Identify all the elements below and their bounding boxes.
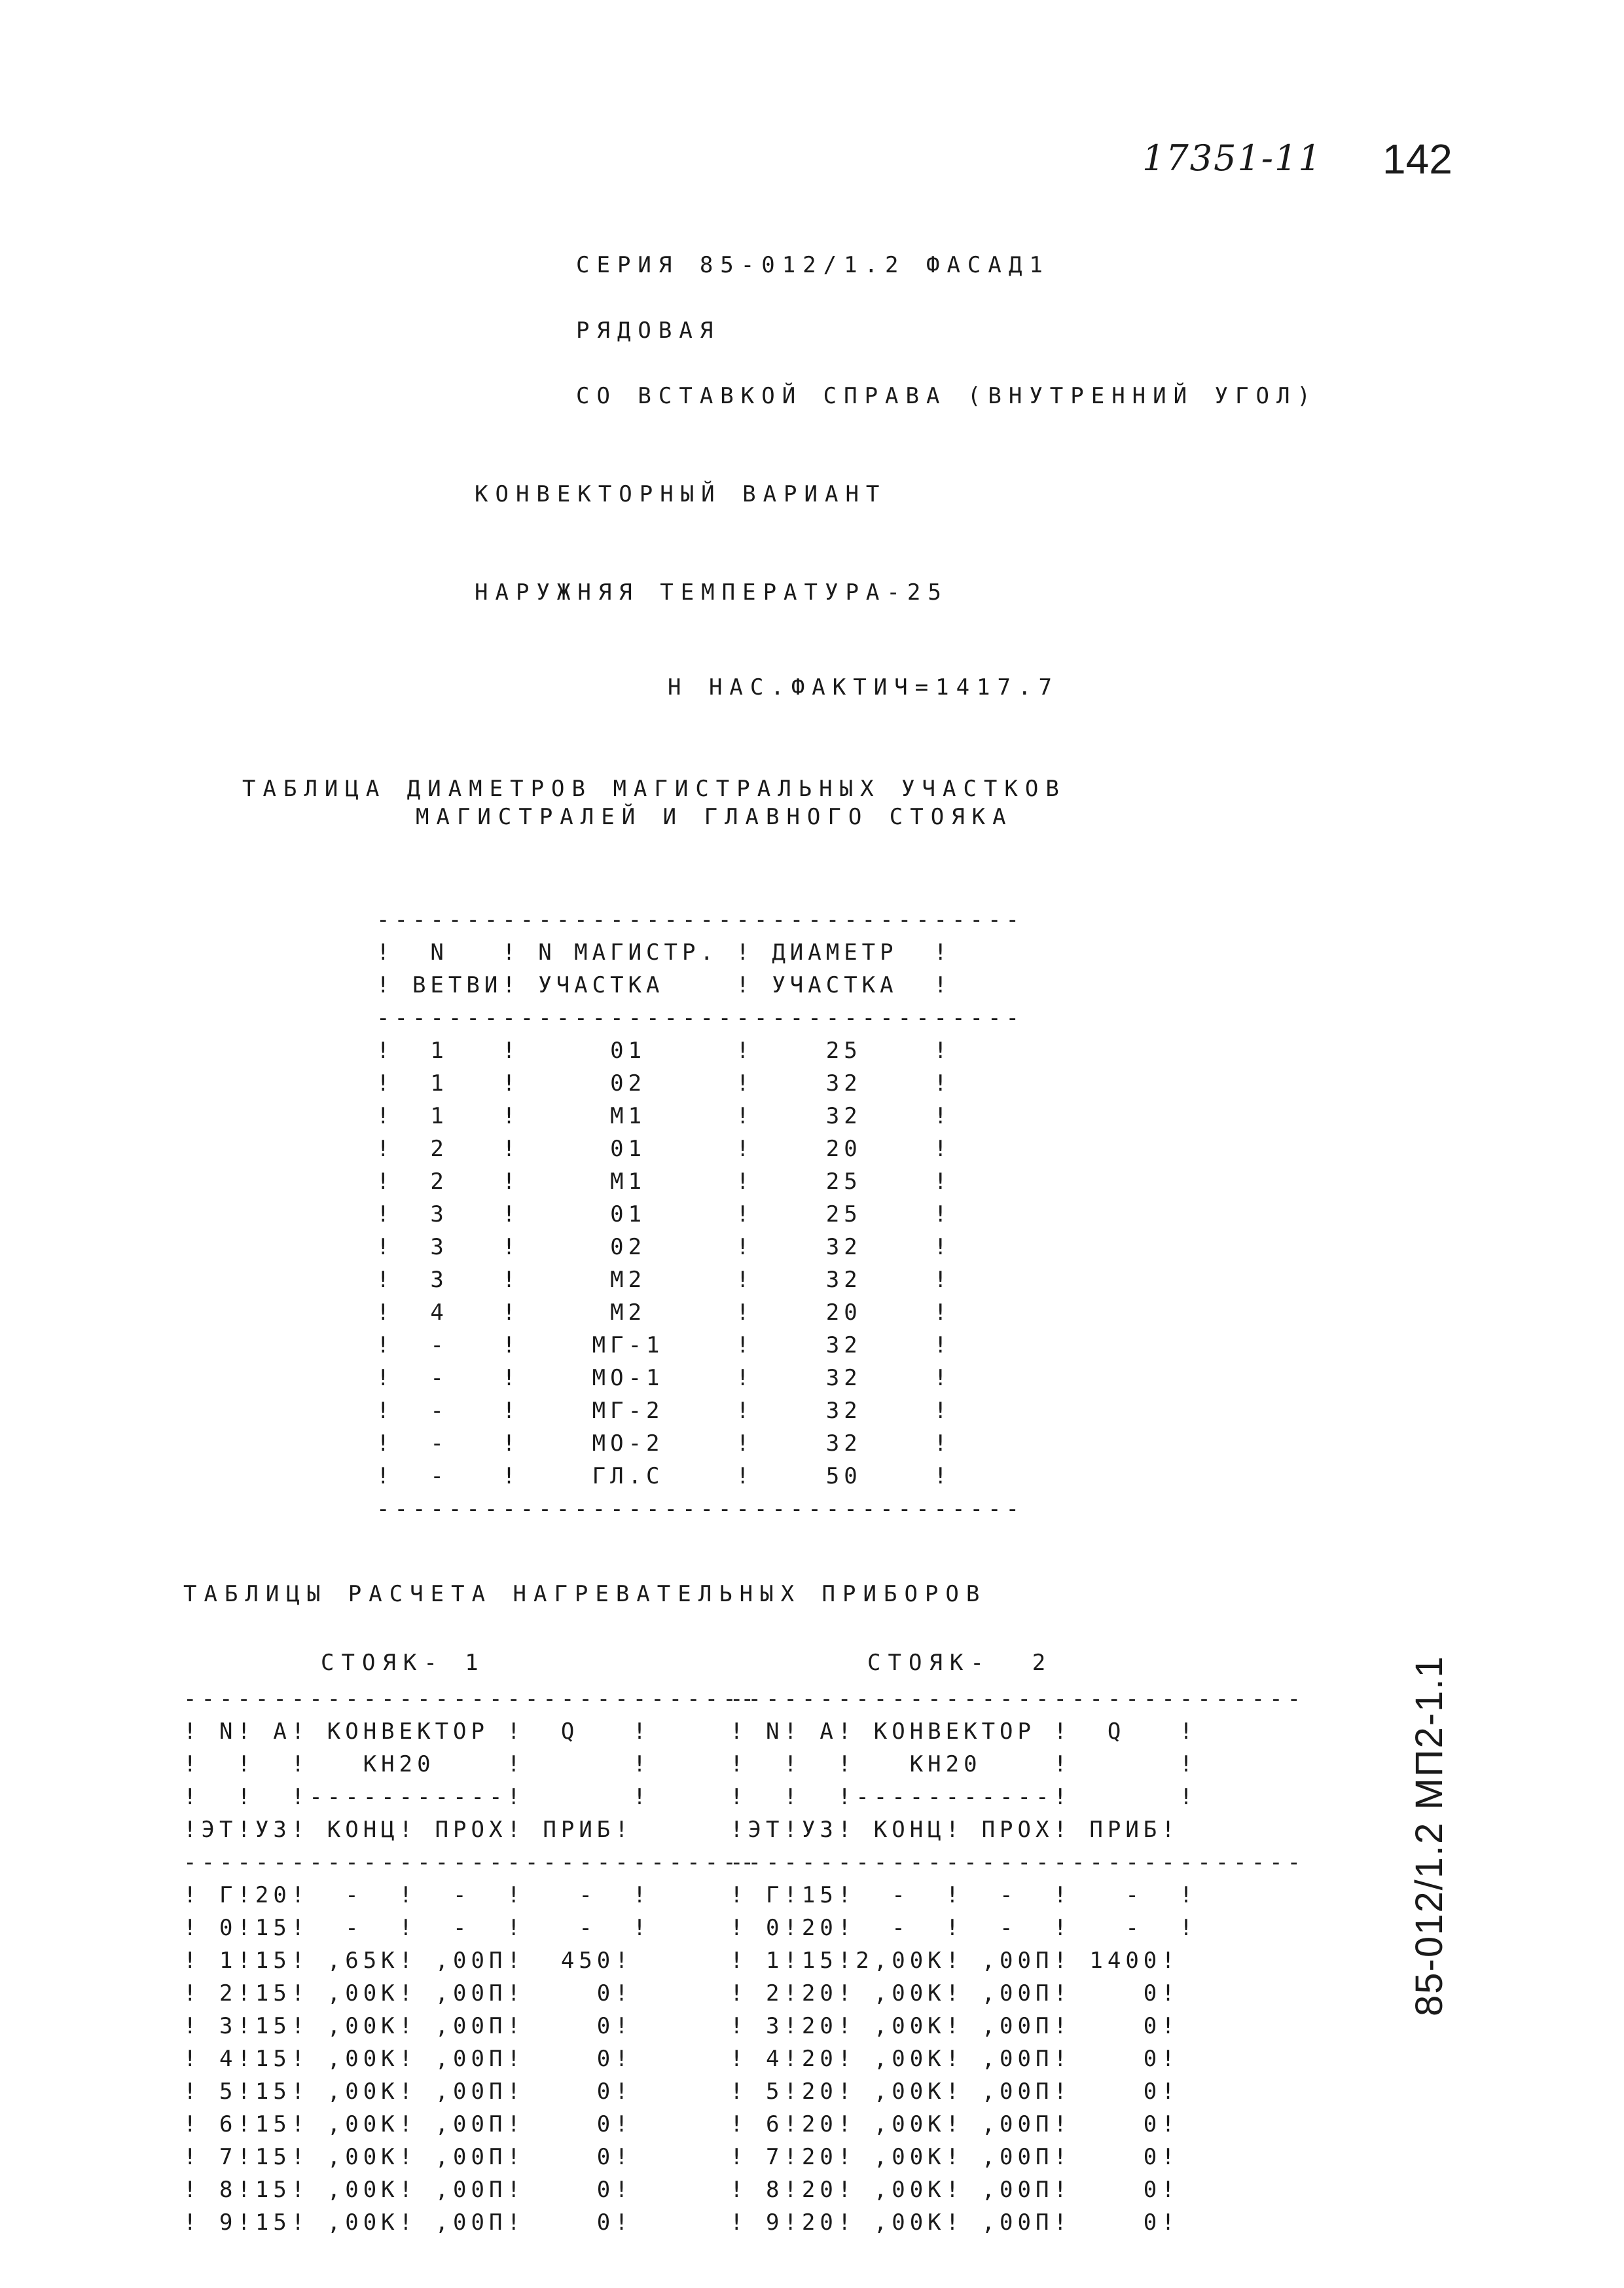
riser-1-title: СТОЯК- 1 [321,1650,486,1676]
series-title: СЕРИЯ 85-012/1.2 ФАСАД1 [576,252,1050,278]
page-number: 142 [1382,136,1453,183]
handwritten-document-number: 17351-11 [1142,137,1322,179]
heating-variant: КОНВЕКТОРНЫЙ ВАРИАНТ [475,481,887,507]
actual-pressure: Н НАС.ФАКТИЧ=1417.7 [668,674,1059,700]
outdoor-temperature: НАРУЖНЯЯ ТЕМПЕРАТУРА-25 [475,579,948,606]
diameter-table-title: ТАБЛИЦА ДИАМЕТРОВ МАГИСТРАЛЬНЫХ УЧАСТКОВ [242,776,1066,802]
riser-2-title: СТОЯК- 2 [867,1650,1053,1676]
riser-1-table: -------------------------------- ! N! А! КОНВЕКТОР ! Q ! ! ! ! КН20 ! ! ! ! !-----------! ! !ЭТ!УЗ! КОНЦ! ПРОХ! ПРИБ! -------------------------------- ! Г!20! - ! - ! - ! ! 0!15! - ! - ! - ! ! 1!15! ,65К! ,00П! 450! ! 2!15! ,00К! ,00П! 0! ! 3!15! ,00К! ,00П! 0! ! 4!15! ,00К! ,00П! 0! ! 5!15! ,00К! ,00П! 0! ! 6!15! ,00К! ,00П! 0! ! 7!15! ,00К! ,00П! 0! ! 8!15! ,00К! ,00П! 0! ! 9!15! ,00К! ,00П! 0! [183,1686,759,2236]
side-stamp: 85-012/1.2 МП2-1.1 [1408,1655,1451,2016]
diameter-table: ------------------------------------ ! N ! N МАГИСТР. ! ДИАМЕТР ! ! ВЕТВИ! УЧАСТКА ! УЧАСТКА ! ------------------------------------ ! 1 ! 01 ! 25 ! ! 1 ! 02 ! 32 ! ! 1 ! М1 ! 32 ! ! 2 ! 01 ! 20 ! ! 2 ! М1 ! 25 ! ! 3 ! 01 ! 25 ! ! 3 ! 02 ! 32 ! ! 3 ! М2 ! 32 ! ! 4 ! М2 ! 20 ! ! - ! МГ-1 ! 32 ! ! - ! МО-1 ! 32 ! ! - ! МГ-2 ! 32 ! ! - ! МО-2 ! 32 ! ! - ! ГЛ.С ! 50 ! ------------------------------------ [376,907,1024,1522]
section-variant: СО ВСТАВКОЙ СПРАВА (ВНУТРЕННИЙ УГОЛ) [576,383,1318,409]
riser-2-table: -------------------------------- ! N! А! КОНВЕКТОР ! Q ! ! ! ! КН20 ! ! ! ! !-----------! ! !ЭТ!УЗ! КОНЦ! ПРОХ! ПРИБ! -------------------------------- ! Г!15! - ! - ! - ! ! 0!20! - ! - ! - ! ! 1!15!2,00К! ,00П! 1400! ! 2!20! ,00К! ,00П! 0! ! 3!20! ,00К! ,00П! 0! ! 4!20! ,00К! ,00П! 0! ! 5!20! ,00К! ,00П! 0! ! 6!20! ,00К! ,00П! 0! ! 7!20! ,00К! ,00П! 0! ! 8!20! ,00К! ,00П! 0! ! 9!20! ,00К! ,00П! 0! [730,1686,1306,2236]
diameter-table-subtitle: МАГИСТРАЛЕЙ И ГЛАВНОГО СТОЯКА [416,804,1013,830]
calc-tables-title: ТАБЛИЦЫ РАСЧЕТА НАГРЕВАТЕЛЬНЫХ ПРИБОРОВ [183,1581,987,1607]
section-type: РЯДОВАЯ [576,318,721,344]
